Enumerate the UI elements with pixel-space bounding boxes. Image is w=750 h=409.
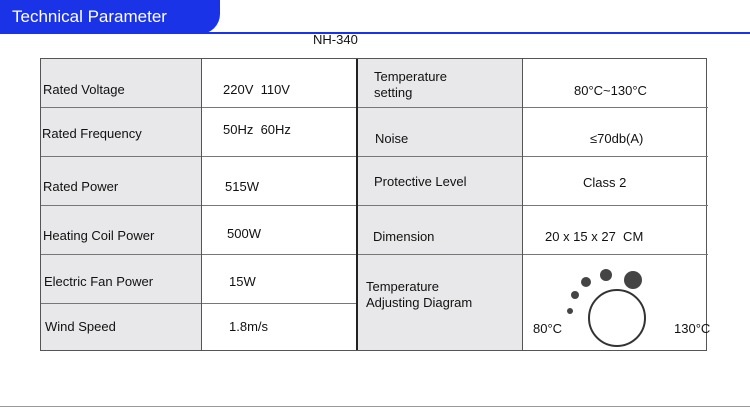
spec-value: 80°C~130°C bbox=[574, 83, 647, 98]
dial-max-label: 130°C bbox=[674, 321, 711, 336]
footer-divider bbox=[0, 406, 750, 407]
header-divider bbox=[0, 32, 750, 34]
spec-label: Protective Level bbox=[374, 174, 467, 189]
spec-value: Class 2 bbox=[583, 175, 627, 190]
spec-value: 515W bbox=[225, 179, 259, 194]
spec-value: 20 x 15 x 27 CM bbox=[545, 229, 644, 244]
header-banner bbox=[0, 0, 220, 34]
spec-label: Wind Speed bbox=[45, 319, 116, 334]
spec-label-line: Adjusting Diagram bbox=[366, 295, 473, 310]
spec-label-line: setting bbox=[374, 85, 413, 100]
spec-label: Dimension bbox=[373, 229, 435, 244]
spec-value: 15W bbox=[229, 274, 256, 289]
row-divider bbox=[358, 156, 708, 157]
spec-value: 50Hz 60Hz bbox=[223, 122, 291, 137]
row-divider bbox=[41, 107, 358, 108]
spec-label: Rated Power bbox=[43, 179, 119, 194]
row-divider bbox=[41, 156, 358, 157]
spec-value: ≤70db(A) bbox=[590, 131, 644, 146]
row-divider bbox=[41, 205, 358, 206]
temperature-dial-diagram bbox=[523, 255, 711, 350]
row-divider bbox=[358, 107, 708, 108]
spec-label-line: Temperature bbox=[374, 69, 447, 84]
row-divider bbox=[41, 254, 358, 255]
spec-value: 220V 110V bbox=[223, 82, 290, 97]
spec-label: Rated Voltage bbox=[43, 82, 125, 97]
spec-label: Rated Frequency bbox=[42, 126, 142, 141]
spec-label: Heating Coil Power bbox=[43, 228, 155, 243]
dial-min-label: 80°C bbox=[533, 321, 563, 336]
row-divider bbox=[358, 205, 708, 206]
spec-label: Electric Fan Power bbox=[44, 274, 154, 289]
spec-label: Noise bbox=[375, 131, 409, 146]
spec-label bbox=[374, 69, 447, 101]
column-divider bbox=[356, 59, 358, 350]
spec-label bbox=[366, 279, 472, 311]
row-divider bbox=[41, 303, 358, 304]
column-divider bbox=[201, 59, 202, 350]
spec-value: 500W bbox=[227, 226, 261, 241]
spec-label-line: Temperature bbox=[366, 279, 439, 294]
model-number: NH-340 bbox=[313, 32, 358, 47]
spec-table bbox=[40, 58, 711, 351]
spec-value: 1.8m/s bbox=[229, 319, 269, 334]
section-title: Technical Parameter bbox=[12, 7, 167, 26]
